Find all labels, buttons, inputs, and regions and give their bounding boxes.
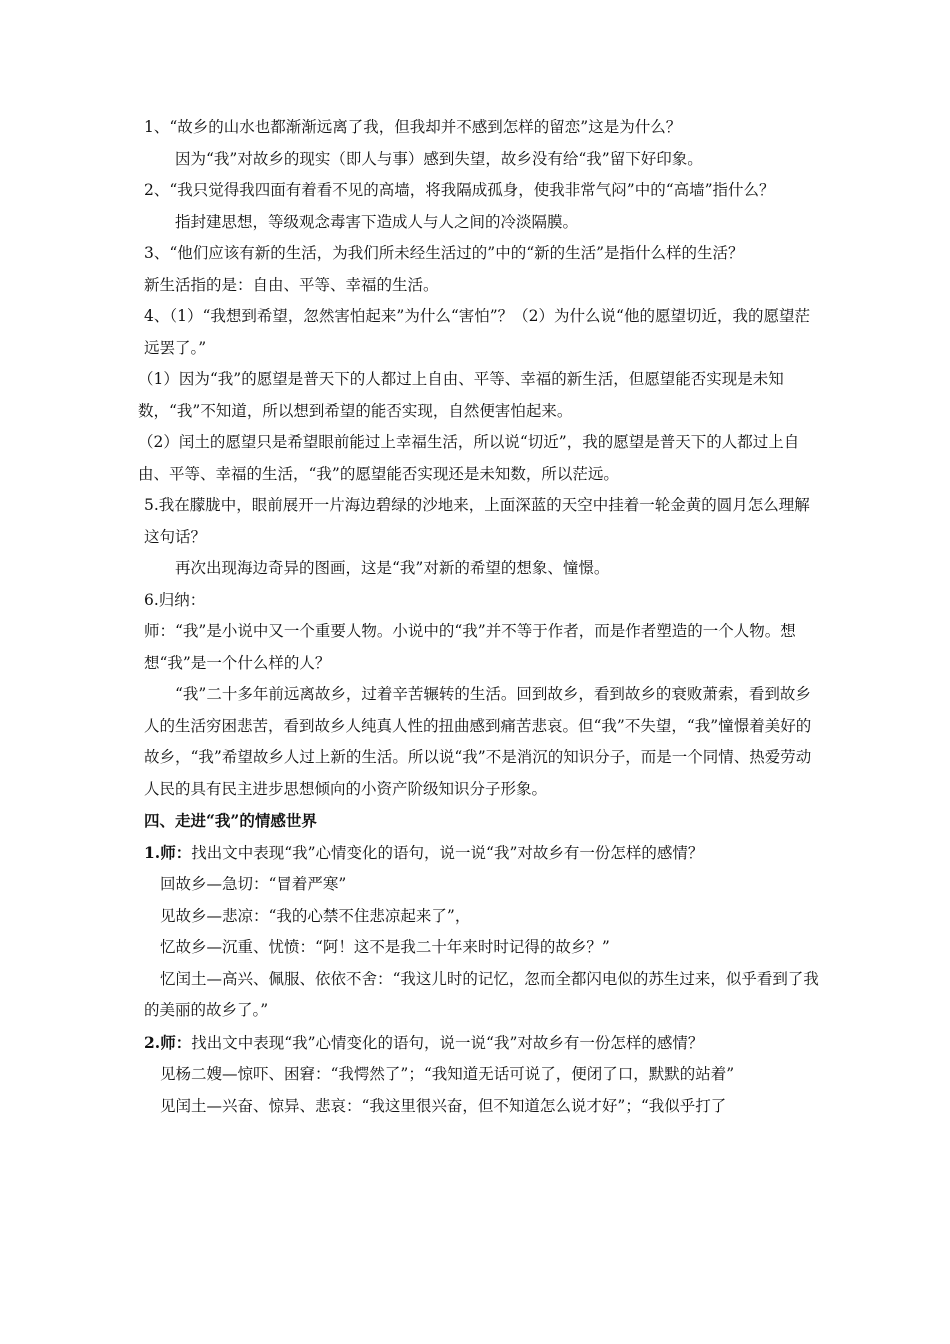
section-4-heading: 四、走进“我”的情感世界 — [144, 811, 317, 830]
question-4: 4、（1）“我想到希望，忽然害怕起来”为什么“害怕”？（2）为什么说“他的愿望切近，我的愿望茫远罢了。” — [144, 307, 810, 357]
section-4-question-2-teacher: 师： — [160, 1032, 192, 1052]
answer-5: 再次出现海边奇异的图画，这是“我”对新的希望的想象、憧憬。 — [175, 559, 610, 577]
question-1: 1、“故乡的山水也都渐渐远离了我，但我却并不感到怎样的留恋”这是为什么？ — [144, 118, 682, 136]
question-6-teacher: 师：“我”是小说中又一个重要人物。小说中的“我”并不等于作者，而是作者塑造的一个人物。想想“我”是一个什么样的人？ — [144, 622, 796, 672]
section-4-question-1 — [144, 837, 824, 870]
section-4-answer-2-line-1: 见杨二嫂—惊吓、困窘：“我愕然了”；“我知道无话可说了，便闭了口，默默的站着” — [160, 1065, 735, 1083]
answer-3: 新生活指的是：自由、平等、幸福的生活。 — [144, 275, 439, 294]
section-4-answer-2-line-2: 见闰土—兴奋、惊异、悲哀：“我这里很兴奋，但不知道怎么说才好”；“我似乎打了 — [160, 1096, 727, 1115]
section-4-question-1-number: 1. — [144, 842, 161, 862]
question-6: 6.归纳： — [144, 590, 206, 609]
section-4-answer-1-line-4: 忆闰土—高兴、佩服、依依不舍：“我这儿时的记忆，忽而全都闪电似的苏生过来，似乎看到了我的美丽的故乡了。” — [144, 969, 819, 1019]
section-4-question-2 — [144, 1027, 824, 1060]
answer-4-part-1: （1）因为“我”的愿望是普天下的人都过上自由、平等、幸福的新生活，但愿望能否实现是未知数，“我”不知道，所以想到希望的能否实现，自然便害怕起来。 — [138, 370, 784, 420]
section-4-answer-1-line-3: 忆故乡—沉重、忧愤：“阿！这不是我二十年来时时记得的故乡？” — [160, 938, 610, 956]
section-4-question-2-number: 2. — [144, 1032, 161, 1052]
section-4-answer-1-line-1: 回故乡—急切：“冒着严寒” — [160, 875, 347, 893]
section-4-question-1-teacher: 师： — [160, 842, 192, 862]
answer-6: “我”二十多年前远离故乡，过着辛苦辗转的生活。回到故乡，看到故乡的衰败萧索，看到故乡人的生活穷困悲苦，看到故乡人纯真人性的扭曲感到痛苦悲哀。但“我”不失望，“我”憧憬着美好的故乡，“我”希望故乡人过上新的生活。所以说“我”不是消沉的知识分子，而是一个同情、热爱劳动人民的具有民主进步思想倾向的小资产阶级知识分子形象。 — [144, 685, 812, 798]
section-4-answer-1-line-2: 见故乡—悲凉：“我的心禁不住悲凉起来了”， — [160, 906, 471, 925]
section-4-question-2-text: 找出文中表现“我”心情变化的语句，说一说“我”对故乡有一份怎样的感情？ — [191, 1033, 704, 1052]
answer-1: 因为“我”对故乡的现实（即人与事）感到失望，故乡没有给“我”留下好印象。 — [175, 149, 703, 168]
document-body — [138, 112, 824, 1122]
answer-2: 指封建思想，等级观念毒害下造成人与人之间的冷淡隔膜。 — [175, 212, 579, 231]
section-4-question-1-text: 找出文中表现“我”心情变化的语句，说一说“我”对故乡有一份怎样的感情？ — [191, 843, 704, 862]
answer-4-part-2: （2）闰土的愿望只是希望眼前能过上幸福生活，所以说“切近”，我的愿望是普天下的人都过上自由、平等、幸福的生活，“我”的愿望能否实现还是未知数，所以茫远。 — [138, 433, 800, 483]
question-5: 5.我在朦胧中，眼前展开一片海边碧绿的沙地来，上面深蓝的天空中挂着一轮金黄的圆月怎么理解这句话？ — [144, 496, 810, 546]
question-3: 3、“他们应该有新的生活，为我们所未经生活过的”中的“新的生活”是指什么样的生活？ — [144, 244, 744, 262]
question-2: 2、“我只觉得我四面有着看不见的高墙，将我隔成孤身，使我非常气闷”中的“高墙”指什么？ — [144, 181, 775, 199]
